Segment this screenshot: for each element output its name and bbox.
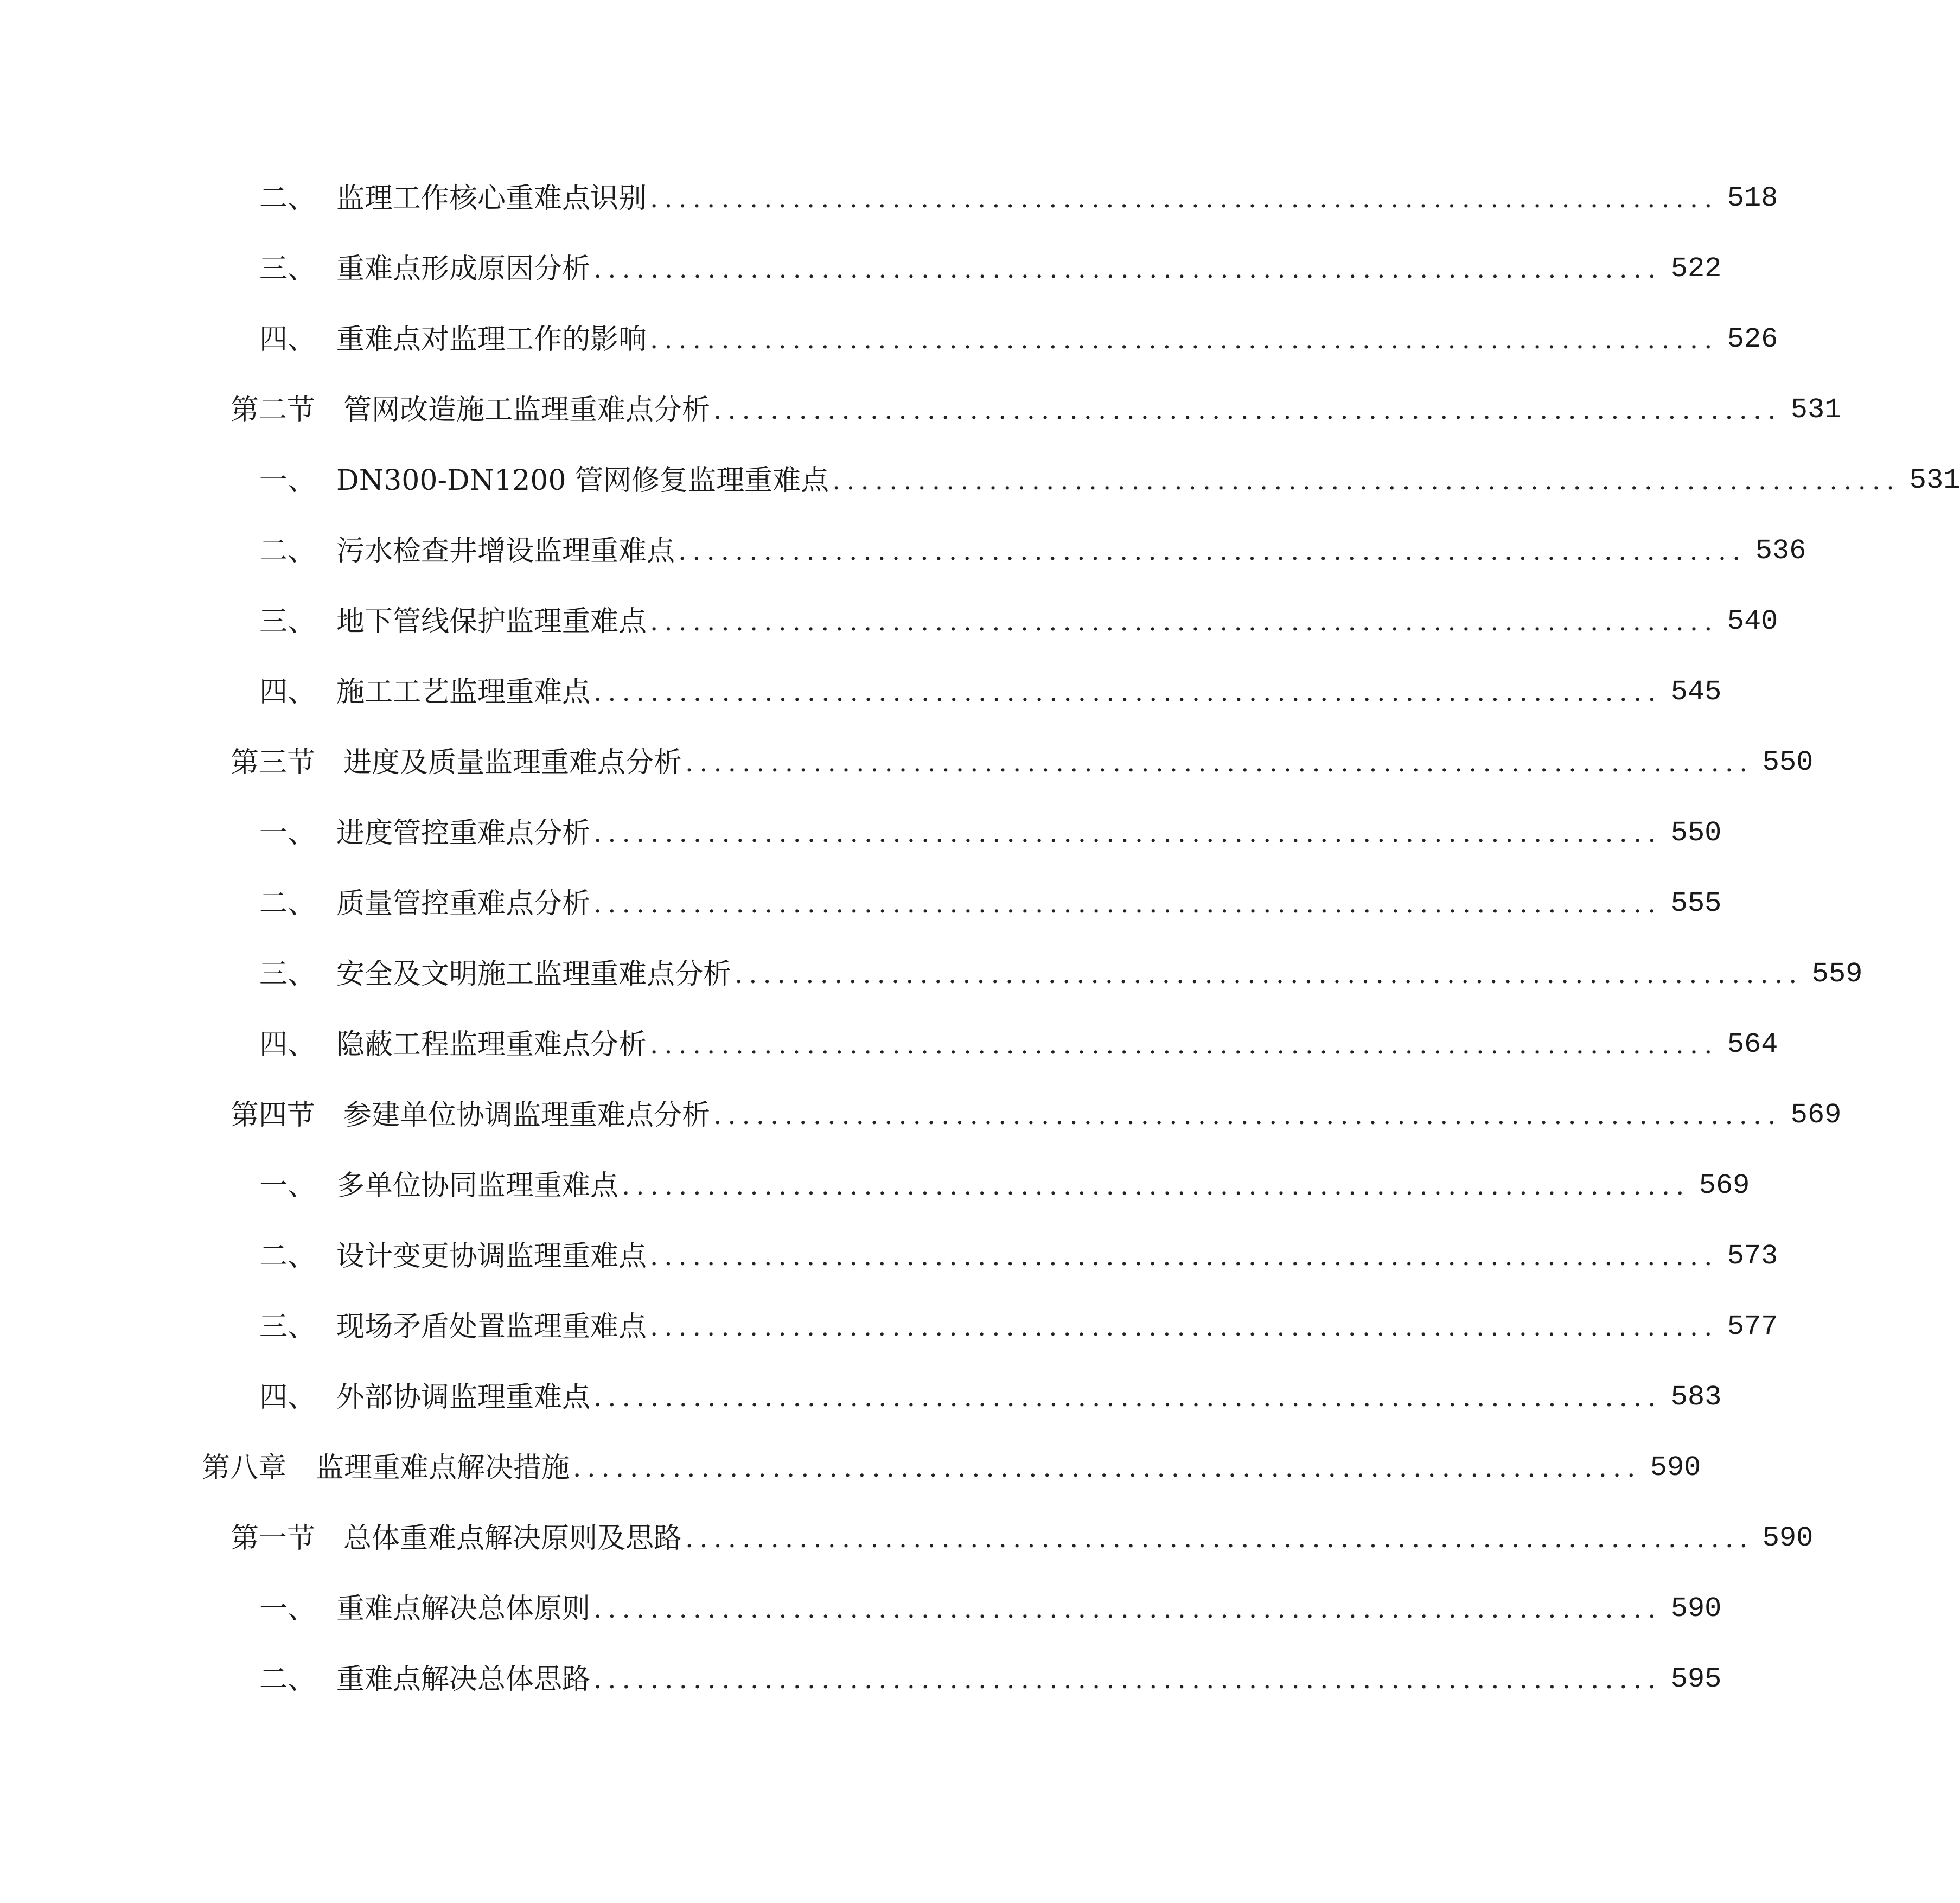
- toc-dot-leader: ...........................................................................: [650, 606, 1719, 637]
- toc-entry-page: 569: [1699, 1170, 1750, 1202]
- toc-entry-page: 536: [1755, 535, 1806, 567]
- toc-entry[interactable]: [0, 736, 1814, 790]
- toc-entry-page: 531: [1790, 394, 1842, 426]
- toc-entry-label: 四、: [259, 676, 316, 708]
- toc-entry-label: 二、: [259, 182, 316, 215]
- toc-entry[interactable]: [0, 947, 1863, 1001]
- toc-entry-title: DN300-DN1200 管网修复监理重难点: [336, 464, 829, 497]
- toc-entry-title: 重难点解决总体思路: [336, 1663, 591, 1696]
- toc-entry[interactable]: [0, 1370, 1722, 1425]
- toc-entry-title: 地下管线保护监理重难点: [336, 605, 647, 638]
- toc-dot-leader: ...........................................................................: [593, 1382, 1662, 1413]
- toc-entry[interactable]: [0, 1441, 1701, 1495]
- toc-entry[interactable]: [0, 877, 1722, 931]
- toc-entry-title: 监理工作核心重难点识别: [336, 182, 647, 215]
- toc-entry-page: 559: [1811, 958, 1863, 990]
- toc-entry[interactable]: [0, 1300, 1778, 1354]
- toc-entry-label: 三、: [259, 253, 316, 285]
- toc-entry-title: 进度管控重难点分析: [336, 817, 591, 850]
- toc-entry-label: 第二节: [231, 394, 316, 426]
- toc-dot-leader: ...........................................................................: [713, 395, 1782, 425]
- toc-dot-leader: ...........................................................................: [573, 1453, 1642, 1483]
- toc-entry-page: 540: [1727, 605, 1778, 637]
- toc-entry-page: 590: [1762, 1522, 1814, 1554]
- toc-entry-label: 三、: [259, 605, 316, 638]
- toc-dot-leader: ...........................................................................: [685, 748, 1754, 778]
- toc-dot-leader: ...........................................................................: [713, 1100, 1782, 1131]
- toc-entry-page: 595: [1670, 1663, 1722, 1695]
- toc-entry-title: 设计变更协调监理重难点: [336, 1240, 647, 1273]
- toc-dot-leader: ...........................................................................: [593, 677, 1662, 707]
- toc-entry-label: 第三节: [231, 746, 316, 779]
- toc-entry-title: 参建单位协调监理重难点分析: [343, 1099, 711, 1132]
- toc-dot-leader: ...........................................................................: [593, 254, 1662, 284]
- toc-entry-page: 518: [1727, 182, 1778, 214]
- toc-entry-page: 531: [1909, 464, 1960, 496]
- toc-entry-title: 监理重难点解决措施: [316, 1452, 570, 1484]
- toc-entry-title: 施工工艺监理重难点: [336, 676, 591, 708]
- toc-entry-page: 550: [1762, 746, 1814, 778]
- toc-entry-page: 573: [1727, 1240, 1778, 1272]
- toc-entry-title: 重难点形成原因分析: [336, 253, 591, 285]
- toc-entry-page: 526: [1727, 323, 1778, 355]
- toc-entry-page: 590: [1650, 1452, 1701, 1484]
- toc-entry[interactable]: [0, 1088, 1842, 1142]
- toc-entry-page: 555: [1670, 887, 1722, 919]
- toc-entry-page: 583: [1670, 1381, 1722, 1413]
- toc-entry-page: 577: [1727, 1311, 1778, 1343]
- toc-dot-leader: ...........................................................................: [593, 889, 1662, 919]
- toc-entry[interactable]: [0, 242, 1722, 296]
- toc-entry-page: 550: [1670, 817, 1722, 849]
- toc-entry-label: 二、: [259, 1240, 316, 1273]
- toc-entry-title: 现场矛盾处置监理重难点: [336, 1311, 647, 1343]
- toc-entry-title: 重难点解决总体原则: [336, 1593, 591, 1625]
- toc-entry[interactable]: [0, 1511, 1814, 1566]
- toc-entry[interactable]: [0, 524, 1806, 578]
- toc-entry-label: 一、: [259, 1170, 316, 1202]
- toc-entry-title: 重难点对监理工作的影响: [336, 323, 647, 356]
- toc-dot-leader: ...........................................................................: [650, 183, 1719, 214]
- toc-entry-page: 590: [1670, 1593, 1722, 1625]
- toc-entry-page: 522: [1670, 253, 1722, 285]
- toc-dot-leader: ...........................................................................: [650, 1312, 1719, 1342]
- toc-entry-page: 564: [1727, 1029, 1778, 1061]
- toc-entry[interactable]: [0, 1018, 1778, 1072]
- toc-dot-leader: ...........................................................................: [832, 465, 1901, 496]
- toc-entry-title: 污水检查井增设监理重难点: [336, 535, 675, 567]
- toc-entry-title: 多单位协同监理重难点: [336, 1170, 619, 1202]
- toc-dot-leader: ...........................................................................: [650, 324, 1719, 355]
- toc-entry-title: 外部协调监理重难点: [336, 1381, 591, 1414]
- toc-dot-leader: ...........................................................................: [650, 1030, 1719, 1060]
- toc-dot-leader: ...........................................................................: [650, 1241, 1719, 1272]
- toc-entry-page: 545: [1670, 676, 1722, 708]
- toc-entry-label: 四、: [259, 1029, 316, 1061]
- toc-entry-title: 管网改造施工监理重难点分析: [343, 394, 711, 426]
- toc-entry-label: 第八章: [202, 1452, 287, 1484]
- toc-dot-leader: ...........................................................................: [622, 1171, 1690, 1201]
- toc-entry[interactable]: [0, 171, 1778, 226]
- toc-entry-label: 二、: [259, 1663, 316, 1696]
- toc-entry-label: 一、: [259, 817, 316, 850]
- toc-entry-label: 三、: [259, 1311, 316, 1343]
- toc-entry-title: 进度及质量监理重难点分析: [343, 746, 682, 779]
- toc-entry-label: 四、: [259, 1381, 316, 1414]
- toc-entry-page: 569: [1790, 1099, 1842, 1131]
- toc-entry-label: 二、: [259, 887, 316, 920]
- toc-entry-label: 四、: [259, 323, 316, 356]
- toc-entry[interactable]: [0, 1159, 1750, 1213]
- toc-entry[interactable]: [0, 806, 1722, 860]
- toc-entry-title: 质量管控重难点分析: [336, 887, 591, 920]
- toc-dot-leader: ...........................................................................: [678, 536, 1747, 566]
- toc-entry-label: 第一节: [231, 1522, 316, 1555]
- toc-entry[interactable]: [0, 665, 1722, 719]
- toc-entry-title: 总体重难点解决原则及思路: [343, 1522, 682, 1555]
- toc-entry-title: 安全及文明施工监理重难点分析: [336, 958, 732, 991]
- toc-dot-leader: ...........................................................................: [593, 1594, 1662, 1624]
- toc-dot-leader: ...........................................................................: [593, 1664, 1662, 1695]
- toc-entry[interactable]: [0, 312, 1778, 367]
- toc-entry-label: 第四节: [231, 1099, 316, 1132]
- toc-dot-leader: ...........................................................................: [593, 818, 1662, 848]
- toc-entry-label: 一、: [259, 464, 316, 497]
- toc-entry-title: 隐蔽工程监理重难点分析: [336, 1029, 647, 1061]
- toc-entry-label: 三、: [259, 958, 316, 991]
- toc-entry[interactable]: [0, 595, 1778, 649]
- toc-entry[interactable]: [0, 1582, 1722, 1636]
- toc-entry[interactable]: [0, 454, 1960, 508]
- toc-entry[interactable]: [0, 1229, 1778, 1283]
- toc-entry-label: 二、: [259, 535, 316, 567]
- toc-entry[interactable]: [0, 383, 1842, 437]
- toc-dot-leader: ...........................................................................: [685, 1523, 1754, 1554]
- toc-entry-label: 一、: [259, 1593, 316, 1625]
- toc-entry[interactable]: [0, 1652, 1722, 1707]
- toc-dot-leader: ...........................................................................: [735, 959, 1803, 989]
